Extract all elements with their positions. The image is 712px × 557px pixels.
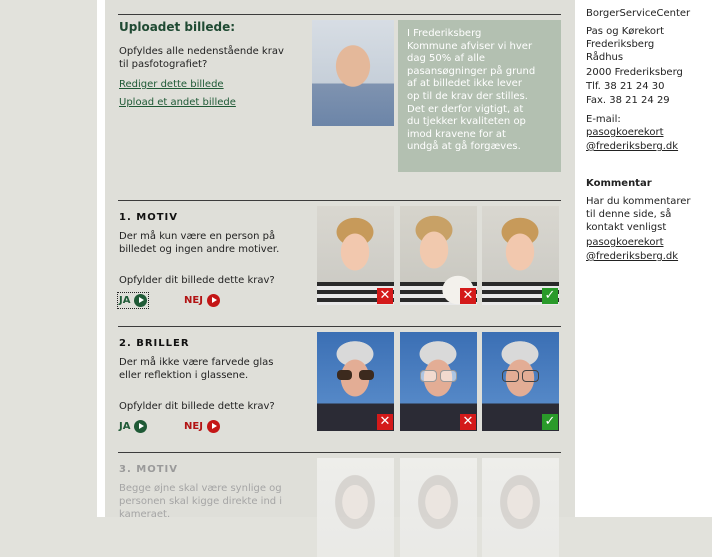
section-1-text-line1: Der må kun være en person på — [119, 231, 276, 242]
arrow-right-icon — [207, 420, 220, 433]
section-2-text-line1: Der må ikke være farvede glas — [119, 357, 274, 368]
contact-dept-line2: Frederiksberg — [586, 39, 655, 50]
section-3-title: 3. MOTIV — [119, 464, 178, 475]
yes-label: JA — [119, 421, 131, 432]
info-line: I Frederiksberg — [407, 28, 482, 39]
section-2-title: 2. BRILLER — [119, 338, 190, 349]
example-photo-woman — [400, 458, 477, 557]
reject-icon: ✕ — [377, 288, 393, 304]
uploaded-photo — [312, 20, 394, 126]
section-3-text-line1: Begge øjne skal være synlige og — [119, 483, 282, 494]
approve-icon: ✓ — [542, 414, 558, 430]
upload-question-line1: Opfyldes alle nedenstående krav — [119, 46, 284, 57]
comment-email-link-part2[interactable]: @frederiksberg.dk — [586, 251, 679, 262]
section-1-title: 1. MOTIV — [119, 212, 178, 223]
glasses — [420, 370, 457, 380]
contact-fax: Fax. 38 21 24 29 — [586, 95, 670, 106]
section-2-no-button[interactable] — [184, 420, 220, 433]
contact-postal: 2000 Frederiksberg — [586, 67, 683, 78]
yes-label: JA — [119, 295, 131, 306]
glasses — [502, 370, 539, 380]
section-2-text-line2: eller reflektion i glassene. — [119, 370, 249, 381]
edit-image-link[interactable]: Rediger dette billede — [119, 79, 224, 90]
info-line: undgå at gå forgæves. — [407, 141, 521, 153]
example-photo-with-toy — [400, 206, 477, 305]
example-photo-woman — [317, 458, 394, 557]
contact-email-label: E-mail: — [586, 114, 621, 125]
divider — [118, 452, 561, 453]
info-line: dag 50% af alle — [407, 53, 486, 65]
example-photo-two-people — [317, 206, 394, 305]
upload-question-line2: til pasfotografiet? — [119, 59, 208, 70]
section-1-question: Opfylder dit billede dette krav? — [119, 275, 275, 286]
divider — [118, 200, 561, 201]
glasses — [337, 370, 374, 380]
info-line: Det er derfor vigtigt, at — [407, 103, 524, 115]
example-photo-reflective-glasses — [400, 332, 477, 431]
section-2-yes-button[interactable] — [119, 420, 147, 433]
contact-email-link-part2[interactable]: @frederiksberg.dk — [586, 141, 679, 152]
no-label: NEJ — [184, 421, 203, 432]
comment-email-link-part1[interactable]: pasogkoerekort — [586, 237, 664, 248]
no-label: NEJ — [184, 295, 203, 306]
example-photo-correct — [482, 206, 559, 305]
reject-icon: ✕ — [377, 414, 393, 430]
info-line: pasansøgninger på grund — [407, 65, 536, 77]
section-1-yes-button[interactable] — [119, 294, 147, 307]
example-photo-clear-glasses — [482, 332, 559, 431]
example-photo-tinted-glasses — [317, 332, 394, 431]
section-1-no-button[interactable] — [184, 294, 220, 307]
info-line: du tjekker kvaliteten op — [407, 116, 526, 128]
arrow-right-icon — [134, 294, 147, 307]
divider — [118, 14, 561, 15]
divider — [118, 326, 561, 327]
approve-icon: ✓ — [542, 288, 558, 304]
section-1-text-line2: billedet og ingen andre motiver. — [119, 244, 280, 255]
reject-icon: ✕ — [460, 288, 476, 304]
comment-heading: Kommentar — [586, 178, 652, 189]
upload-another-link[interactable]: Upload et andet billede — [119, 97, 236, 108]
upload-heading: Uploadet billede: — [119, 20, 236, 34]
comment-line2: til denne side, så — [586, 209, 672, 220]
reject-icon: ✕ — [460, 414, 476, 430]
info-line: imod kravene for at — [407, 128, 506, 140]
comment-line1: Har du kommentarer — [586, 196, 691, 207]
section-3-text-line2: personen skal kigge direkte ind i — [119, 496, 283, 507]
example-photo-woman — [482, 458, 559, 557]
section-2-question: Opfylder dit billede dette krav? — [119, 401, 275, 412]
section-3-text-line3: kameraet. — [119, 509, 171, 520]
info-line: op til de krav der stilles. — [407, 90, 528, 102]
info-box — [398, 20, 561, 172]
contact-dept-line3: Rådhus — [586, 52, 624, 63]
contact-org: BorgerServiceCenter — [586, 8, 691, 19]
arrow-right-icon — [207, 294, 220, 307]
contact-email-link-part1[interactable]: pasogkoerekort — [586, 127, 664, 138]
info-line: Kommune afviser vi hver — [407, 40, 533, 52]
arrow-right-icon — [134, 420, 147, 433]
info-line: af at billedet ikke lever — [407, 78, 522, 90]
contact-phone: Tlf. 38 21 24 30 — [586, 81, 665, 92]
comment-line3: kontakt venligst — [586, 222, 667, 233]
contact-dept-line1: Pas og Kørekort — [586, 26, 665, 37]
